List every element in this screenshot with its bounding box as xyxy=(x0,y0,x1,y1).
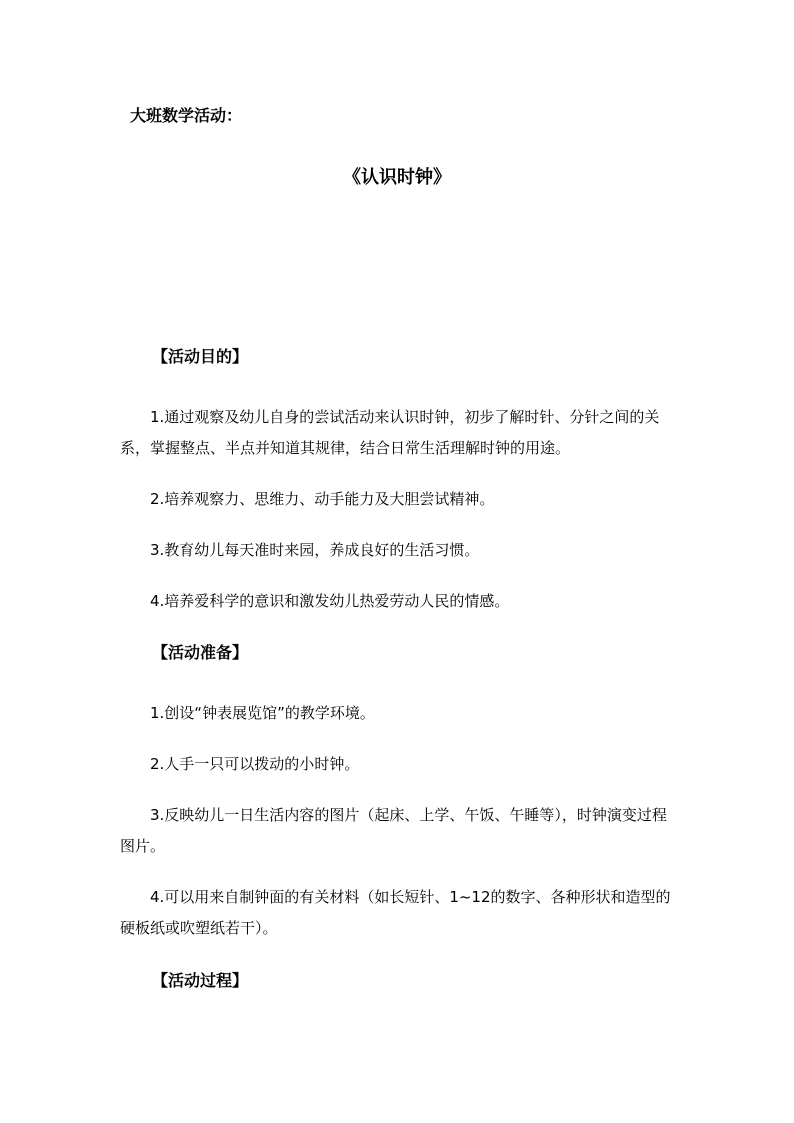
section-heading-preparation: 【活动准备】 xyxy=(152,643,249,662)
section-heading-goals: 【活动目的】 xyxy=(152,347,249,366)
goal-item-1: 1.通过观察及幼儿自身的尝试活动来认识时钟，初步了解时针、分针之间的关系，掌握整点、半点并知道其规律，结合日常生活理解时钟的用途。 xyxy=(120,408,660,457)
section-heading-process: 【活动过程】 xyxy=(152,971,249,990)
document-title: 《认识时钟》 xyxy=(343,167,451,188)
preparation-item-2: 2.人手一只可以拨动的小时钟。 xyxy=(150,755,360,773)
goal-item-2: 2.培养观察力、思维力、动手能力及大胆尝试精神。 xyxy=(150,490,495,508)
preparation-item-3: 3.反映幼儿一日生活内容的图片（起床、上学、午饭、午睡等），时钟演变过程图片。 xyxy=(120,806,667,855)
goal-item-4: 4.培养爱科学的意识和激发幼儿热爱劳动人民的情感。 xyxy=(150,592,510,610)
document-subject: 大班数学活动： xyxy=(130,106,243,125)
goal-item-3: 3.教育幼儿每天准时来园，养成良好的生活习惯。 xyxy=(150,541,480,559)
preparation-item-4: 4.可以用来自制钟面的有关材料（如长短针、1~12的数字、各种形状和造型的硬板纸或吹塑纸若干）。 xyxy=(120,888,671,937)
preparation-item-1: 1.创设“钟表展览馆”的教学环境。 xyxy=(150,704,375,722)
